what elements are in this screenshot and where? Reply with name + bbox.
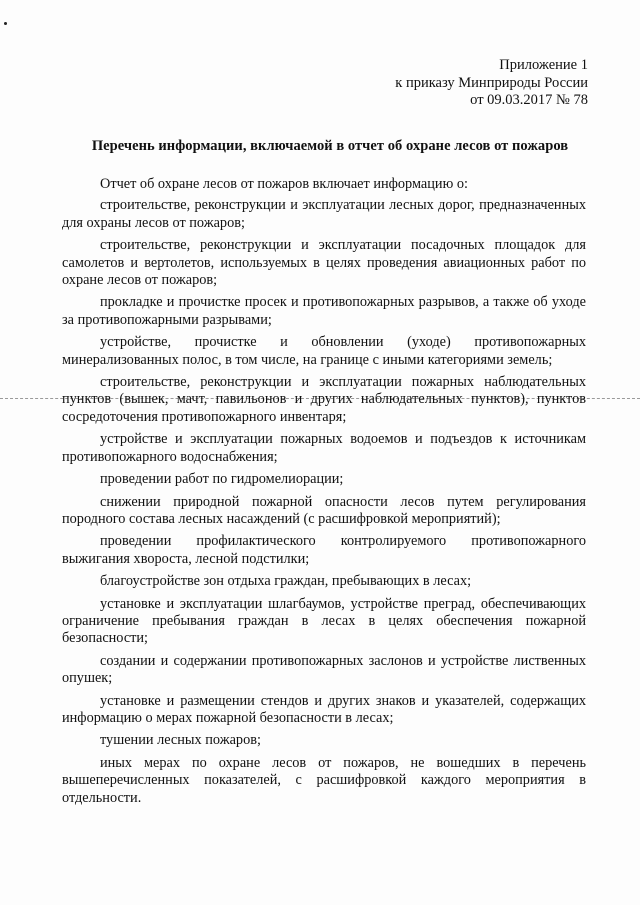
list-item: снижении природной пожарной опасности лесов путем регулирования породного состава лесных насаждений (с расшифровкой мероприятий); — [62, 493, 586, 527]
appendix-header — [395, 57, 588, 110]
appendix-line-2: к приказу Минприроды России — [395, 74, 588, 91]
document-body — [62, 176, 586, 812]
list-item: благоустройстве зон отдыха граждан, пребывающих в лесах; — [100, 573, 472, 590]
list-item: проведении профилактического контролируемого противопожарного выжигания хвороста, лесной подстилки; — [62, 533, 586, 567]
list-item: устройстве, прочистке и обновлении (уходе) противопожарных минерализованных полос, в том числе, на границе с иными категориями земель; — [62, 334, 586, 368]
list-item: прокладке и прочистке просек и противопожарных разрывов, а также об уходе за противопожарными разрывами; — [62, 294, 586, 328]
info-list — [62, 197, 586, 807]
list-item: проведении работ по гидромелиорации; — [100, 471, 344, 488]
appendix-line-1: Приложение 1 — [499, 57, 588, 73]
list-item: установке и размещении стендов и других знаков и указателей, содержащих информацию о мерах пожарной безопасности в лесах; — [62, 692, 586, 726]
appendix-line-3: от 09.03.2017 № 78 — [470, 92, 588, 108]
list-item: установке и эксплуатации шлагбаумов, устройстве преград, обеспечивающих ограничение пребывания граждан в лесах в целях обеспечения пожарной безопасности; — [62, 595, 586, 647]
scan-speck — [4, 22, 7, 25]
document-title: Перечень информации, включаемой в отчет об охране лесов от пожаров — [91, 138, 569, 154]
list-item: тушении лесных пожаров; — [100, 732, 261, 749]
list-item: строительстве, реконструкции и эксплуатации лесных дорог, предназначенных для охраны лесов от пожаров; — [62, 197, 586, 231]
list-item: строительстве, реконструкции и эксплуатации пожарных наблюдательных пунктов (вышек, мачт, павильонов и других наблюдательных пунктов), пунктов сосредоточения противопожарного инвентаря; — [62, 374, 586, 425]
intro-paragraph: Отчет об охране лесов от пожаров включает информацию о: — [100, 176, 468, 192]
list-item: создании и содержании противопожарных заслонов и устройстве лиственных опушек; — [62, 652, 586, 687]
list-item: строительстве, реконструкции и эксплуатации посадочных площадок для самолетов и вертолетов, используемых в целях проведения авиационных работ по охране лесов от пожаров; — [62, 237, 586, 289]
list-item: иных мерах по охране лесов от пожаров, не вошедших в перечень вышеперечисленных показателей, с расшифровкой каждого мероприятия в отдельности. — [62, 754, 586, 806]
list-item: устройстве и эксплуатации пожарных водоемов и подъездов к источникам противопожарного водоснабжения; — [62, 431, 586, 465]
